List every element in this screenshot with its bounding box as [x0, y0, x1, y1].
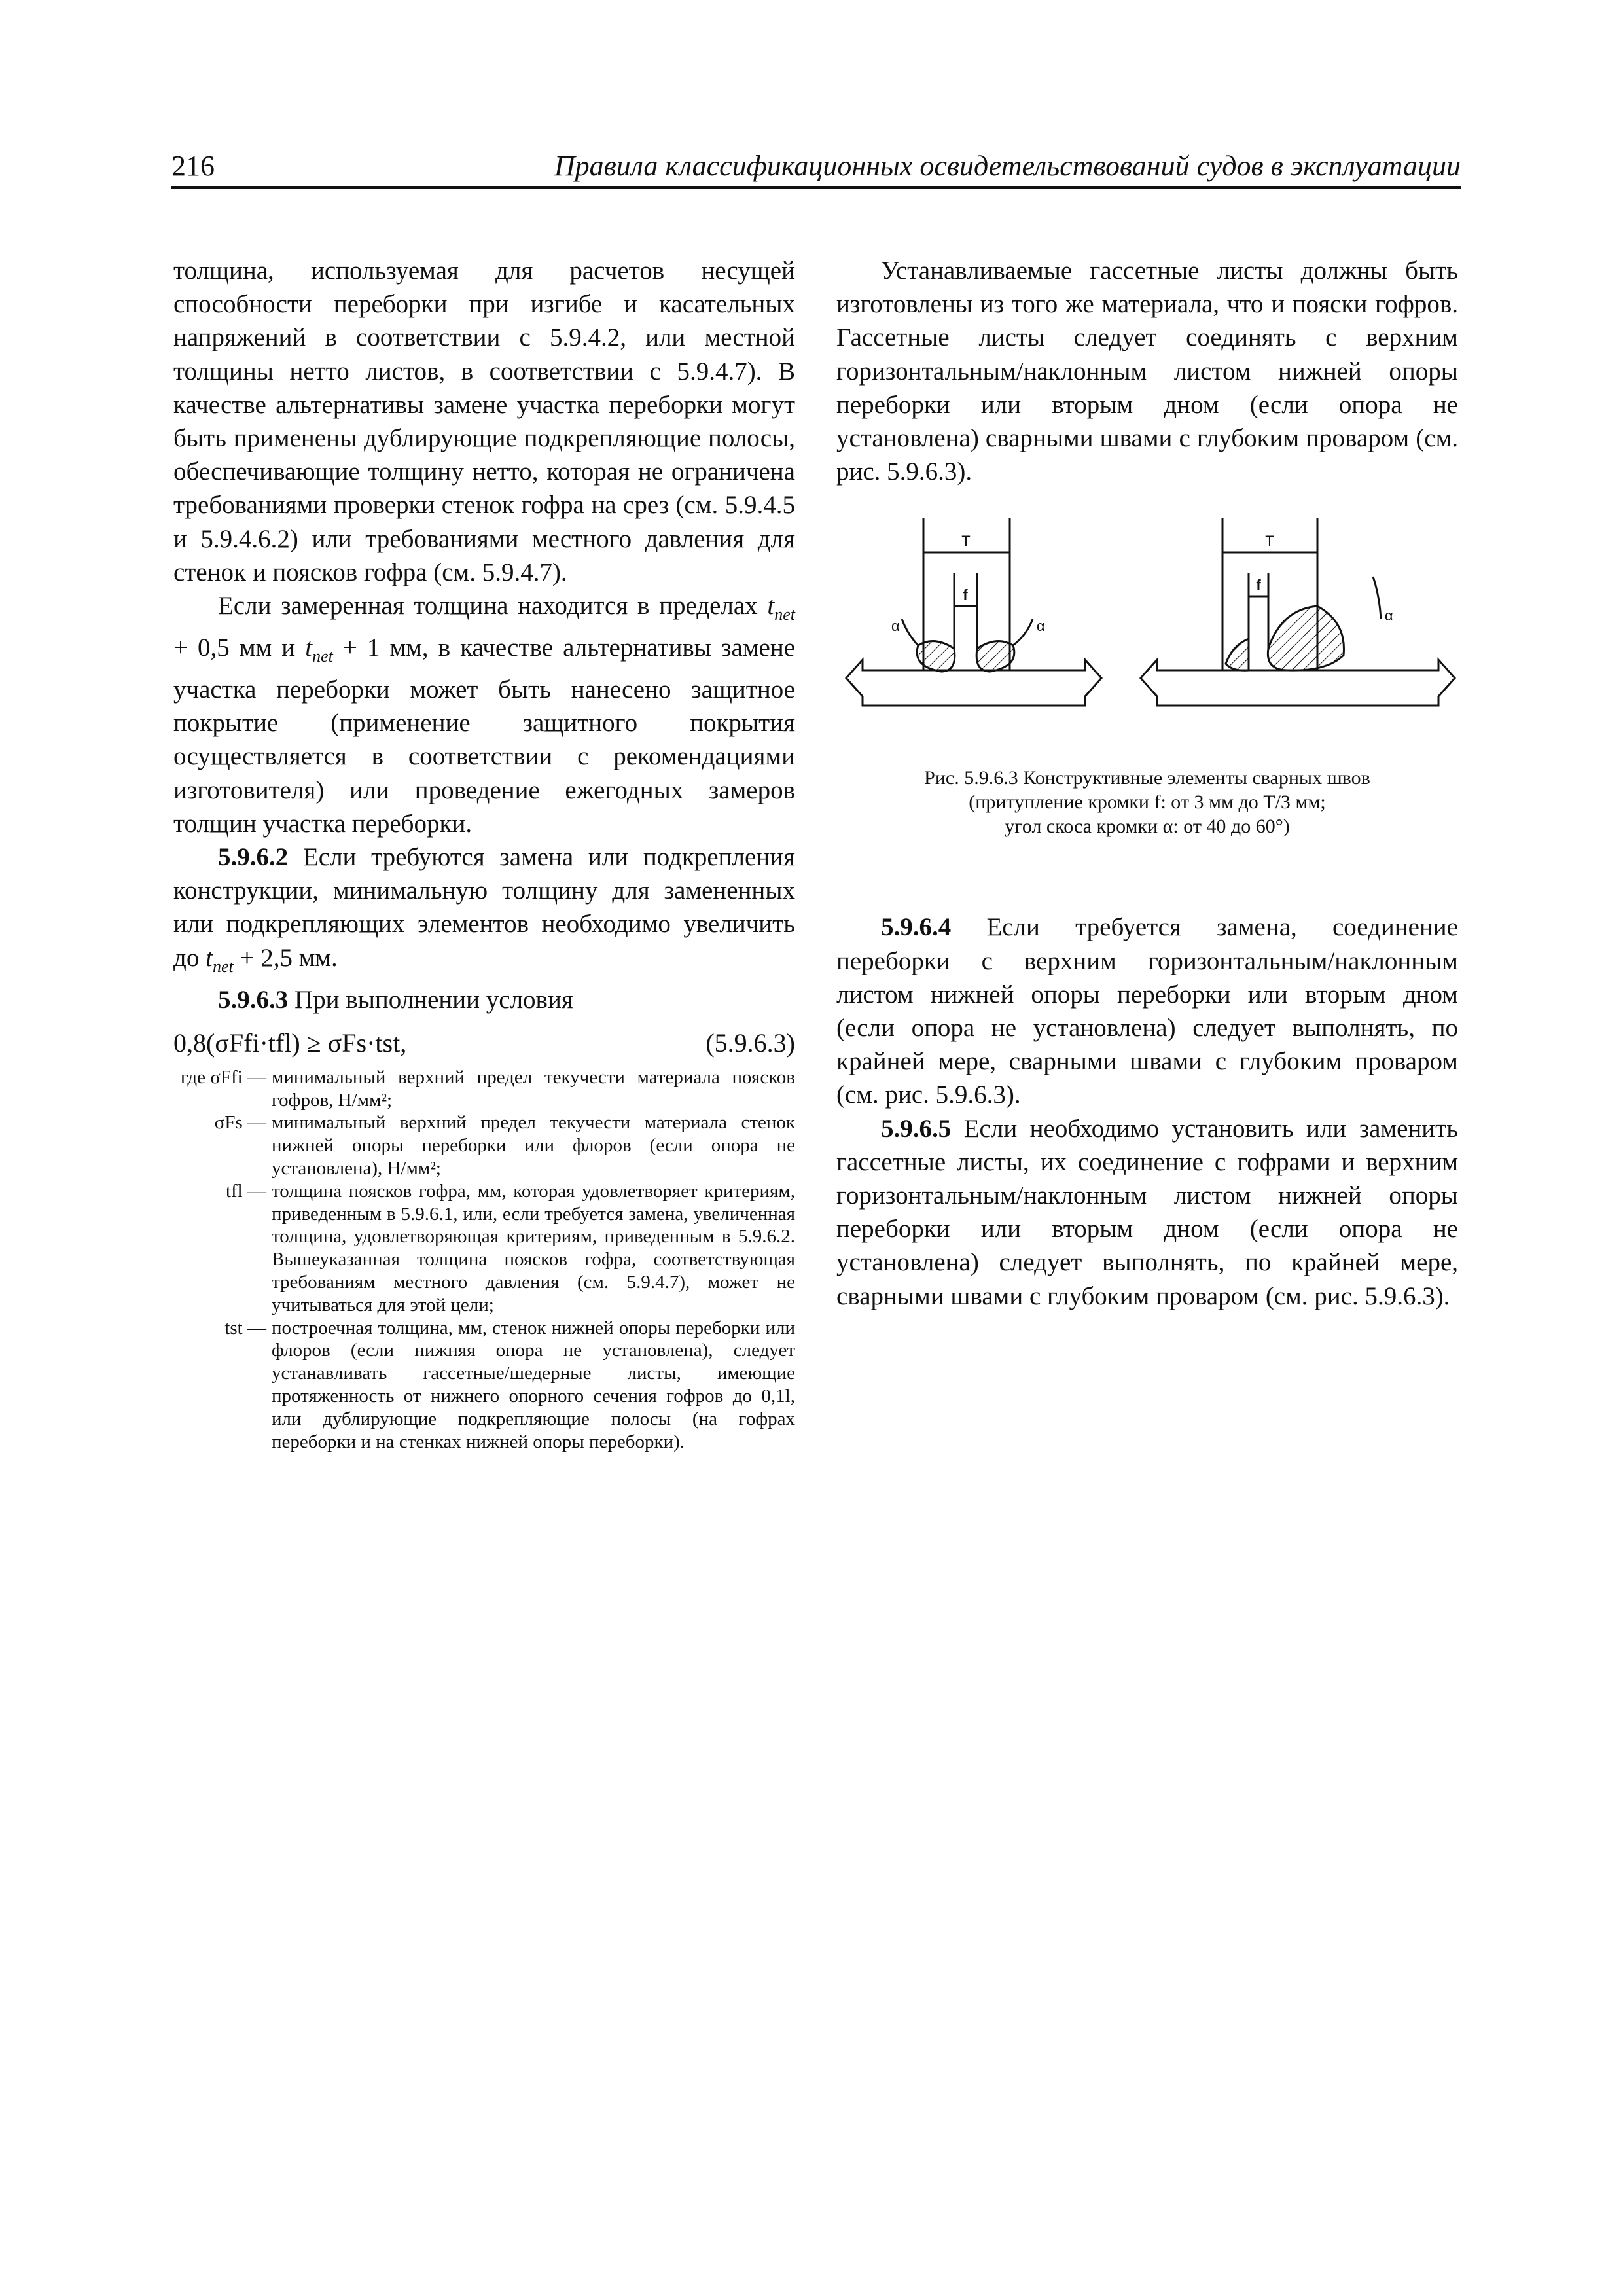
paragraph-thickness-range — [173, 589, 795, 840]
section-number: 5.9.6.2 — [218, 843, 289, 872]
text-run: Если требуются замена или подкрепления конструкции, минимальную толщину для замененных или подкрепляющих элементов необходимо увеличить до — [173, 843, 795, 972]
formula — [173, 1024, 795, 1062]
formula-number: (5.9.6.3) — [705, 1028, 795, 1058]
formula-expression: 0,8(σFfi·tfl) ≥ σFs·tst, — [173, 1028, 407, 1058]
text-run: Если требуется замена, соединение переборки с верхним горизонтальным/наклонным листом нижней опоры переборки или вторым дном (если опора не установлена) следует выполнять, по крайней мере, сварными швами с глубоким проваром (см. рис. 5.9.6.3). — [836, 913, 1458, 1109]
angle-label: α — [891, 618, 900, 635]
definition-row — [173, 1066, 795, 1112]
right-column — [836, 254, 1458, 1313]
paragraph-5-9-6-4 — [836, 910, 1458, 1111]
angle-label: α — [1037, 618, 1045, 635]
definition-text: построечная толщина, мм, стенок нижней опоры переборки или флоров (если нижняя опора не установлена), следует устанавливать гассетные/шедерные листы, имеющие протяженность от нижнего опорного сечения гофров до 0,1l, или дублирующие подкрепляющие полосы (на гофрах переборки и на стенках нижней опоры переборки). — [272, 1317, 795, 1452]
text-run: + 0,5 мм и — [173, 634, 306, 662]
text-run: + 1 мм, в качестве альтернативы замене участка переборки может быть нанесено защитное покрытие (применение защитного покрытия осуществляется в соответствии с рекомендациями изготовителя) или проведение ежегодных замеров толщин участка переборки. — [173, 634, 796, 838]
definition-text: минимальный верхний предел текучести материала стенок нижней опоры переборки или флоров (если опора не установлена), Н/мм²; — [272, 1112, 795, 1179]
spacer — [836, 838, 1458, 910]
base-plate-left — [846, 660, 1101, 706]
t-letter: t — [305, 634, 313, 662]
caption-line: (притупление кромки f: от 3 мм до T/3 мм; — [969, 791, 1326, 814]
symbol-definitions — [173, 1066, 795, 1454]
section-number: 5.9.6.3 — [218, 985, 289, 1014]
paragraph-gusset-plates: Устанавливаемые гассетные листы должны быть изготовлены из того же материала, что и пояски гофров. Гассетные листы следует соединять с верхним горизонтальным/наклонным листом нижней опоры переборки или вторым дном (если опора не установлена) сварными швами с глубоким проваром (см. рис. 5.9.6.3). — [836, 257, 1458, 486]
dimension-label-f: f — [1256, 577, 1261, 594]
page-number: 216 — [171, 150, 215, 182]
definition-symbol: tst — — [224, 1317, 266, 1338]
bevel-angle-arc — [902, 619, 918, 645]
net-subscript: net — [312, 646, 333, 666]
dimension-label-t: T — [1265, 533, 1274, 550]
definition-row — [173, 1111, 795, 1179]
text-run: Если замеренная толщина находится в пределах — [218, 592, 768, 620]
weld-bead — [976, 641, 1014, 672]
definition-symbol: tfl — — [225, 1180, 266, 1202]
t-net-symbol — [305, 634, 333, 666]
angle-label: α — [1385, 607, 1393, 624]
definition-symbol: где σFfi — — [180, 1066, 266, 1088]
text-run: При выполнении условия — [288, 985, 573, 1014]
definition-row — [173, 1317, 795, 1454]
net-subscript: net — [212, 956, 234, 976]
text-run: Если необходимо установить или заменить гассетные листы, их соединение с гофрами и верхним горизонтальным/наклонным листом нижней опоры переборки или вторым дном (если опора не установлена) следует выполнять, по крайней мере, сварными швами с глубоким проваром (см. рис. 5.9.6.3). — [836, 1114, 1458, 1310]
paragraph-5-9-6-5 — [836, 1112, 1458, 1313]
definition-symbol: σFs — — [214, 1112, 266, 1134]
t-letter: t — [205, 943, 213, 972]
bevel-angle-arc — [1013, 619, 1033, 645]
t-net-symbol — [767, 592, 795, 624]
running-title: Правила классификационных освидетельствований судов в эксплуатации — [554, 150, 1461, 182]
section-number: 5.9.6.5 — [881, 1114, 952, 1143]
t-letter: t — [767, 592, 775, 620]
definition-row — [173, 1180, 795, 1317]
definition-text: минимальный верхний предел текучести материала поясков гофров, Н/мм²; — [272, 1066, 795, 1111]
text-run: + 2,5 мм. — [233, 943, 338, 972]
paragraph-5-9-6-3 — [173, 983, 795, 1016]
net-subscript: net — [774, 604, 795, 624]
definition-text: толщина поясков гофра, мм, которая удовлетворяет критериям, приведенным в 5.9.6.1, или, если требуется замена, увеличенная толщина, удовлетворяющая критериям, приведенным в 5.9.6.2. Вышеуказанная толщина поясков гофра, соответствующая требованиям местного давления (см. 5.9.4.7), может не учитываться для этой цели; — [272, 1180, 795, 1316]
dimension-label-t: T — [961, 533, 971, 550]
weld-bead — [1268, 606, 1344, 670]
bevel-angle-arc — [1373, 577, 1381, 619]
caption-line: Рис. 5.9.6.3 Конструктивные элементы сварных швов — [924, 767, 1370, 789]
paragraph-continued: толщина, используемая для расчетов несущей способности переборки при изгибе и касательных напряжений в соответствии с 5.9.4.2, или местной толщины нетто листов, в соответствии с 5.9.4.7). В качестве альтернативы замене участка переборки могут быть применены дублирующие подкрепляющие полосы, обеспечивающие толщину нетто, которая не ограничена требованиями проверки стенок гофра на срез (см. 5.9.4.5 и 5.9.4.6.2) или требованиями местного давления для стенок и поясков гофра (см. 5.9.4.7). — [173, 257, 795, 586]
paragraph-5-9-6-2 — [173, 840, 795, 983]
caption-line: угол скоса кромки α: от 40 до 60°) — [1005, 816, 1290, 838]
weld-diagram — [836, 514, 1458, 757]
section-number: 5.9.6.4 — [881, 913, 952, 942]
dimension-label-f: f — [963, 586, 968, 603]
t-net-symbol — [205, 943, 234, 976]
weld-bead — [1226, 639, 1249, 670]
weld-figure — [836, 514, 1458, 757]
page-header — [171, 136, 1461, 189]
left-column — [173, 254, 795, 1453]
figure-caption — [836, 766, 1458, 838]
